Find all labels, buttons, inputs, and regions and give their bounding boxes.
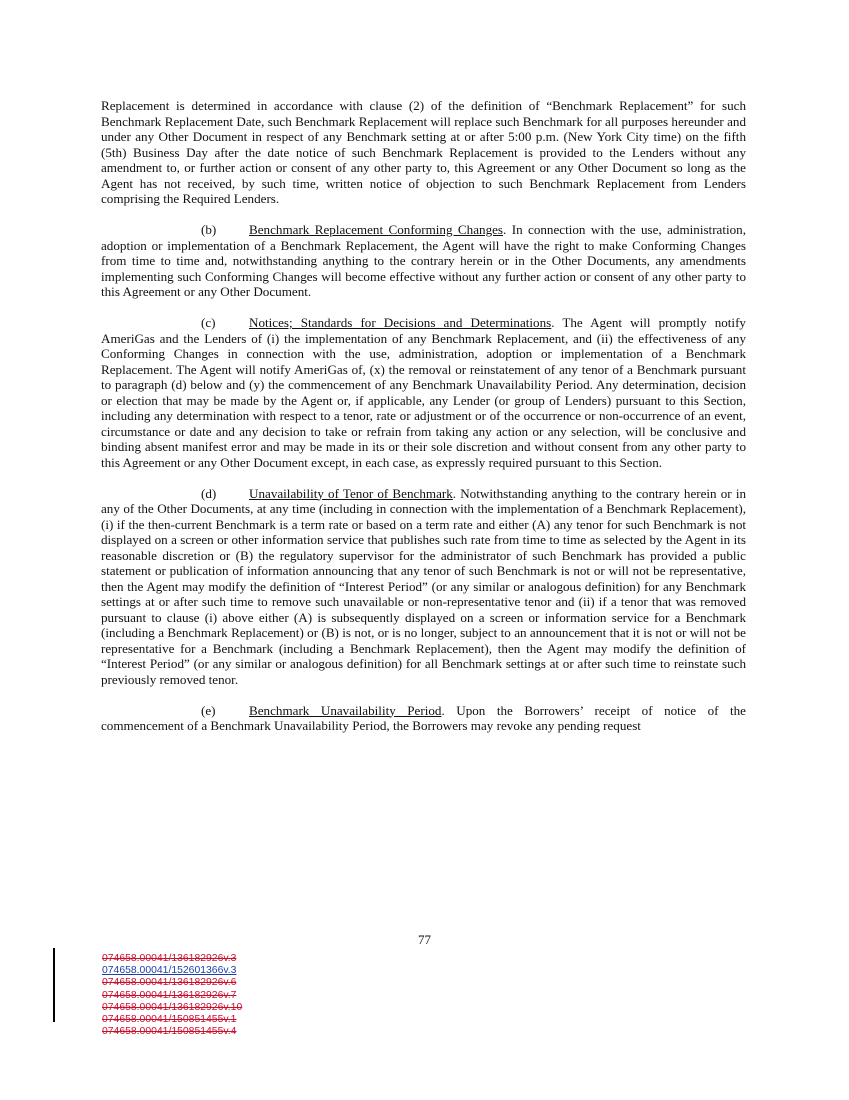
paragraph-b xyxy=(101,222,746,300)
section-number: (e) xyxy=(201,702,216,718)
doc-id-current: 074658.00041/152601366v.3 xyxy=(102,965,237,977)
page-number: 77 xyxy=(418,932,431,947)
paragraph-e xyxy=(101,703,746,734)
section-heading: Notices; Standards for Decisions and Determinations xyxy=(249,315,552,330)
section-body: . Notwithstanding anything to the contrary herein or in any of the Other Documents, at any time (including in connection with the implementation of a Benchmark Replacement), (i) if the then-current Benchmark is a term rate or based on a term rate and either (A) any tenor for such Benchmark is not displayed on a screen or other information service that publishes such rate from time to time as selected by the Agent in its reasonable discretion or (B) the regulatory supervisor for the administrator of such Benchmark has provided a public statement or publication of information announcing that any tenor of such Benchmark is not or will not be representative, then the Agent may modify the definition of “Interest Period” (or any similar or analogous definition) for any Benchmark settings at or after such time to remove such unavailable or non-representative tenor and (ii) if a tenor that was removed pursuant to clause (i) above either (A) is subsequently displayed on a screen or information service for a Benchmark (including a Benchmark Replacement) or (B) is not, or is no longer, subject to an announcement that it is not or will not be representative for a Benchmark (including a Benchmark Replacement), then the Agent may modify the definition of “Interest Period” (or any similar or analogous definition) for all Benchmark settings at or after such time to reinstate such previously removed tenor. xyxy=(101,485,747,687)
section-number: (b) xyxy=(201,222,217,237)
doc-id-struck: 074658.00041/150851455v.1 xyxy=(102,1014,237,1026)
paragraph-intro: Replacement is determined in accordance with clause (2) of the definition of “Benchmark Replacement” for such Benchmark Replacement Date, such Benchmark Replacement will replace such Benchmark for all purposes hereunder and under any Other Document in respect of any Benchmark setting at or after 5:00 p.m. (New York City time) on the fifth (5th) Business Day after the date notice of such Benchmark Replacement is provided to the Lenders without any amendment to, or further action or consent of any other party to, this Agreement or any Other Document so long as the Agent has not received, by such time, written notice of objection to such Benchmark Replacement from Lenders comprising the Required Lenders. xyxy=(101,98,746,206)
paragraph-c xyxy=(101,315,746,470)
doc-id-struck: 074658.00041/136182926v.3 xyxy=(102,953,237,964)
doc-id-struck: 074658.00041/136182926v.10 xyxy=(102,1001,243,1013)
section-heading: Benchmark Replacement Conforming Changes xyxy=(249,222,504,237)
doc-id-struck: 074658.00041/136182926v.7 xyxy=(102,989,237,1001)
document-id-footer xyxy=(102,953,242,1038)
section-body: . In connection with the use, administration, adoption or implementation of a Benchmark Replacement, the Agent will have the right to make Conforming Changes from time to time and, notwithstanding anything to the contrary herein or in the Other Documents, any amendments implementing such Conforming Changes will become effective without any further action or consent of any other party to this Agreement or any Other Document. xyxy=(101,222,747,299)
section-body: . Upon the Borrowers’ receipt of notice of the commencement of a Benchmark Unavailability Period, the Borrowers may revoke any pending request xyxy=(101,702,746,733)
section-number: (d) xyxy=(201,485,217,501)
section-heading: Unavailability of Tenor of Benchmark xyxy=(249,485,453,501)
section-body: . The Agent will promptly notify AmeriGas and the Lenders of (i) the implementation of any Benchmark Replacement, and (ii) the effectiveness of any Conforming Changes in connection with the use, administration, adoption or implementation of a Benchmark Replacement. The Agent will notify AmeriGas of, (x) the removal or reinstatement of any tenor of a Benchmark pursuant to paragraph (d) below and (y) the commencement of any Benchmark Unavailability Period. Any determination, decision or election that may be made by the Agent or, if applicable, any Lender (or group of Lenders) pursuant to this Section, including any determination with respect to a tenor, rate or adjustment or of the occurrence or non-occurrence of an event, circumstance or date and any decision to take or refrain from taking any action or any selection, will be conclusive and binding absent manifest error and may be made in its or their sole discretion and without consent from any other party to this Agreement or any Other Document except, in each case, as expressly required pursuant to this Section. xyxy=(101,315,746,470)
revision-bar xyxy=(53,948,55,1022)
section-number: (c) xyxy=(201,315,216,330)
section-heading: Benchmark Unavailability Period xyxy=(249,702,442,718)
paragraph-d xyxy=(101,486,746,688)
doc-id-struck: 074658.00041/136182926v.6 xyxy=(102,977,237,989)
document-body xyxy=(101,98,746,734)
doc-id-struck: 074658.00041/150851455v.4 xyxy=(102,1026,237,1038)
